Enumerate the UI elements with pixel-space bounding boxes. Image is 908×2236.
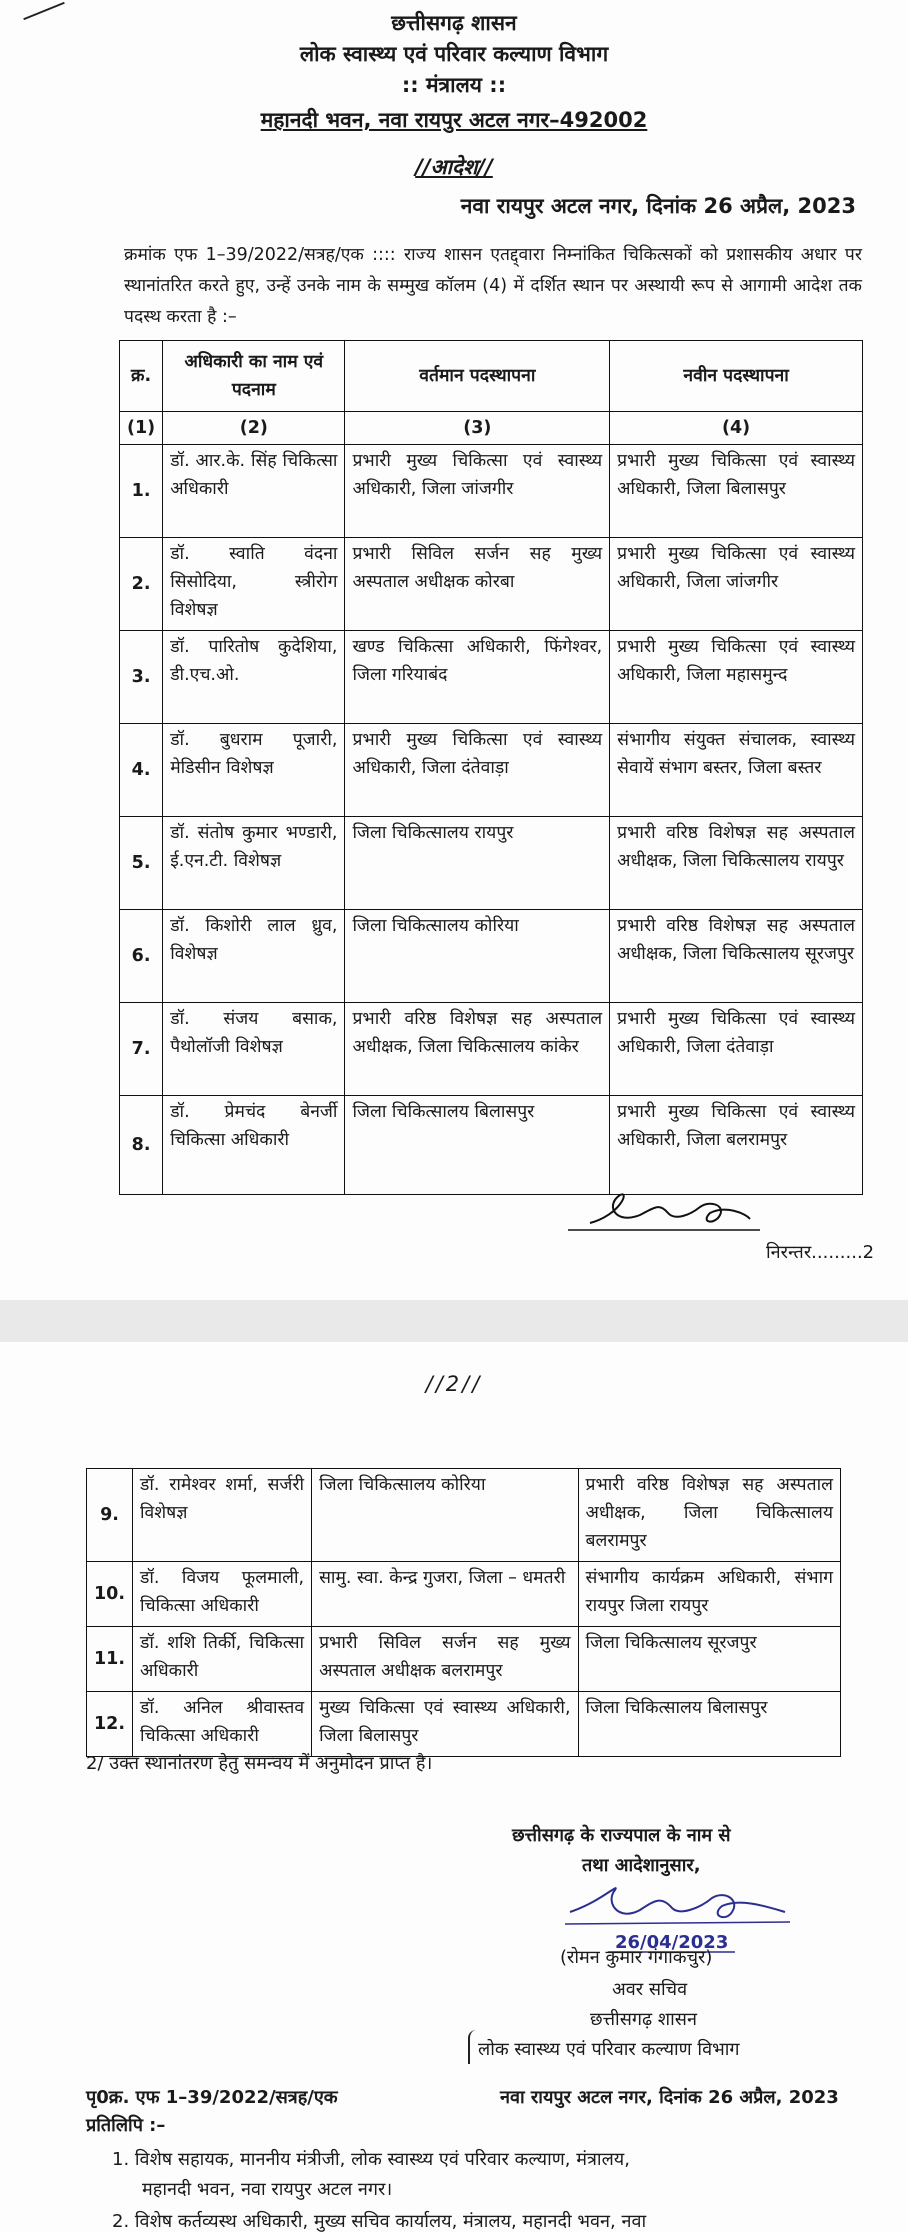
cell-new-posting: प्रभारी वरिष्ठ विशेषज्ञ सह अस्पताल अधीक्षक, जिला चिकित्सालय बलरामपुर <box>578 1469 840 1562</box>
cell-officer-name: डॉ. अनिल श्रीवास्तव चिकित्सा अधिकारी <box>133 1692 312 1757</box>
page-2 <box>0 1342 908 2232</box>
signatory-line-2: तथा आदेशानुसार, <box>582 1855 701 1876</box>
cell-officer-name: डॉ. स्वाति वंदना सिसोदिया, स्त्रीरोग विशेषज्ञ <box>163 538 345 631</box>
cell-new-posting: प्रभारी मुख्य चिकित्सा एवं स्वास्थ्य अधिकारी, जिला महासमुन्द <box>610 631 863 724</box>
cell-current-posting: प्रभारी सिविल सर्जन सह मुख्य अस्पताल अधीक्षक कोरबा <box>345 538 610 631</box>
signatory-department: लोक स्वास्थ्य एवं परिवार कल्याण विभाग <box>478 2039 740 2060</box>
cell-serial: 7. <box>120 1003 163 1096</box>
column-number-row <box>120 412 863 445</box>
copy-to-label: प्रतिलिपि :– <box>86 2115 166 2136</box>
cell-current-posting: खण्ड चिकित्सा अधिकारी, फिंगेश्वर, जिला गरियाबंद <box>345 631 610 724</box>
cell-officer-name: डॉ. विजय फूलमाली, चिकित्सा अधिकारी <box>133 1562 312 1627</box>
signatory-line-1: छत्तीसगढ़ के राज्यपाल के नाम से <box>512 1825 731 1846</box>
cell-serial: 1. <box>120 445 163 538</box>
cell-serial: 9. <box>87 1469 133 1562</box>
cell-new-posting: जिला चिकित्सालय सूरजपुर <box>578 1627 840 1692</box>
col-number: (3) <box>345 412 610 445</box>
pen-mark <box>468 2030 478 2064</box>
cell-new-posting: संभागीय संयुक्त संचालक, स्वास्थ्य सेवायें संभाग बस्तर, जिला बस्तर <box>610 724 863 817</box>
cell-officer-name: डॉ. आर.के. सिंह चिकित्सा अधिकारी <box>163 445 345 538</box>
cell-serial: 4. <box>120 724 163 817</box>
transfer-table-page2 <box>86 1468 841 1757</box>
header-address: महानदी भवन, नवा रायपुर अटल नगर–492002 <box>260 108 648 132</box>
table-row <box>120 538 863 631</box>
header-ministry: :: मंत्रालय :: <box>401 73 507 97</box>
header-department: लोक स्वास्थ्य एवं परिवार कल्याण विभाग <box>299 42 609 66</box>
signatory-designation: अवर सचिव <box>612 1979 688 2000</box>
cell-officer-name: डॉ. संतोष कुमार भण्डारी, ई.एन.टी. विशेषज्ञ <box>163 817 345 910</box>
page-number-marker: //2// <box>425 1372 483 1396</box>
col-header-new-posting: नवीन पदस्थापना <box>610 341 863 412</box>
table-row <box>120 724 863 817</box>
table-header-row <box>120 341 863 412</box>
cell-officer-name: डॉ. संजय बसाक, पैथोलॉजी विशेषज्ञ <box>163 1003 345 1096</box>
cell-current-posting: मुख्य चिकित्सा एवं स्वास्थ्य अधिकारी, जिला बिलासपुर <box>312 1692 578 1757</box>
header-government: छत्तीसगढ़ शासन <box>391 11 517 35</box>
endorsement-date: नवा रायपुर अटल नगर, दिनांक 26 अप्रैल, 2023 <box>500 2087 839 2108</box>
table-row <box>120 445 863 538</box>
order-title: //आदेश// <box>415 155 493 179</box>
cell-current-posting: प्रभारी सिविल सर्जन सह मुख्य अस्पताल अधीक्षक बलरामपुर <box>312 1627 578 1692</box>
cell-new-posting: प्रभारी वरिष्ठ विशेषज्ञ सह अस्पताल अधीक्षक, जिला चिकित्सालय सूरजपुर <box>610 910 863 1003</box>
cell-current-posting: जिला चिकित्सालय बिलासपुर <box>345 1096 610 1195</box>
cell-new-posting: प्रभारी मुख्य चिकित्सा एवं स्वास्थ्य अधिकारी, जिला जांजगीर <box>610 538 863 631</box>
cell-officer-name: डॉ. किशोरी लाल ध्रुव, विशेषज्ञ <box>163 910 345 1003</box>
cell-new-posting: प्रभारी मुख्य चिकित्सा एवं स्वास्थ्य अधिकारी, जिला बलरामपुर <box>610 1096 863 1195</box>
signatory-government: छत्तीसगढ़ शासन <box>590 2009 697 2030</box>
col-header-serial: क्र. <box>120 341 163 412</box>
col-header-current-posting: वर्तमान पदस्थापना <box>345 341 610 412</box>
cell-serial: 11. <box>87 1627 133 1692</box>
cell-current-posting: प्रभारी वरिष्ठ विशेषज्ञ सह अस्पताल अधीक्षक, जिला चिकित्सालय कांकेर <box>345 1003 610 1096</box>
col-header-name: अधिकारी का नाम एवं पदनाम <box>163 341 345 412</box>
continued-note: निरन्तर.........2 <box>766 1242 875 1263</box>
cell-new-posting: जिला चिकित्सालय बिलासपुर <box>578 1692 840 1757</box>
page-separator <box>0 1300 908 1342</box>
cell-current-posting: जिला चिकित्सालय कोरिया <box>345 910 610 1003</box>
table-row <box>120 1003 863 1096</box>
table-row <box>87 1469 841 1562</box>
cell-serial: 2. <box>120 538 163 631</box>
cell-serial: 5. <box>120 817 163 910</box>
order-intro-paragraph: क्रमांक एफ 1–39/2022/सत्रह/एक :::: राज्य शासन एतद्द्वारा निम्नांकित चिकित्सकों को प्रशासकीय अधार पर स्थानांतरित करते हुए, उन्हें उनके नाम के सम्मुख कॉलम (4) में दर्शित स्थान पर अस्थायी रूप से आगामी आदेश तक पदस्थ करता है :– <box>124 245 862 327</box>
transfer-table-page1 <box>119 340 863 1195</box>
cell-serial: 12. <box>87 1692 133 1757</box>
table-row <box>120 1096 863 1195</box>
signature-image <box>560 1185 780 1240</box>
cell-officer-name: डॉ. प्रेमचंद बेनर्जी चिकित्सा अधिकारी <box>163 1096 345 1195</box>
cell-new-posting: प्रभारी मुख्य चिकित्सा एवं स्वास्थ्य अधिकारी, जिला बिलासपुर <box>610 445 863 538</box>
cell-officer-name: डॉ. रामेश्वर शर्मा, सर्जरी विशेषज्ञ <box>133 1469 312 1562</box>
cell-serial: 6. <box>120 910 163 1003</box>
cell-officer-name: डॉ. बुधराम पूजारी, मेडिसीन विशेषज्ञ <box>163 724 345 817</box>
signature-date: 26/04/2023 <box>615 1932 729 1953</box>
table-row <box>87 1562 841 1627</box>
copy-item-2: 2. विशेष कर्तव्यस्थ अधिकारी, मुख्य सचिव कार्यालय, मंत्रालय, महानदी भवन, नवा <box>112 2211 647 2232</box>
cell-new-posting: प्रभारी मुख्य चिकित्सा एवं स्वास्थ्य अधिकारी, जिला दंतेवाड़ा <box>610 1003 863 1096</box>
table-row <box>87 1627 841 1692</box>
cell-new-posting: प्रभारी वरिष्ठ विशेषज्ञ सह अस्पताल अधीक्षक, जिला चिकित्सालय रायपुर <box>610 817 863 910</box>
copy-item-1: 1. विशेष सहायक, माननीय मंत्रीजी, लोक स्वास्थ्य एवं परिवार कल्याण, मंत्रालय, <box>112 2149 630 2170</box>
cell-officer-name: डॉ. पारितोष कुदेशिया, डी.एच.ओ. <box>163 631 345 724</box>
signatory-name: (रोमन कुमार गंगाकचुर) <box>560 1947 713 1968</box>
table-row <box>120 631 863 724</box>
endorsement-ref: पृ0क्र. एफ 1–39/2022/सत्रह/एक <box>86 2087 338 2108</box>
point-2-approval: 2/ उक्त स्थानांतरण हेतु समन्वय में अनुमोदन प्राप्त है। <box>86 1753 433 1774</box>
col-number: (2) <box>163 412 345 445</box>
table-row <box>120 910 863 1003</box>
cell-current-posting: प्रभारी मुख्य चिकित्सा एवं स्वास्थ्य अधिकारी, जिला जांजगीर <box>345 445 610 538</box>
copy-item-1-cont: महानदी भवन, नवा रायपुर अटल नगर। <box>142 2179 393 2200</box>
cell-officer-name: डॉ. शशि तिर्की, चिकित्सा अधिकारी <box>133 1627 312 1692</box>
table-row <box>87 1692 841 1757</box>
col-number: (4) <box>610 412 863 445</box>
cell-new-posting: संभागीय कार्यक्रम अधिकारी, संभाग रायपुर जिला रायपुर <box>578 1562 840 1627</box>
order-place-date: नवा रायपुर अटल नगर, दिनांक 26 अप्रैल, 2023 <box>460 194 856 218</box>
col-number: (1) <box>120 412 163 445</box>
cell-current-posting: जिला चिकित्सालय रायपुर <box>345 817 610 910</box>
cell-current-posting: जिला चिकित्सालय कोरिया <box>312 1469 578 1562</box>
table-row <box>120 817 863 910</box>
cell-current-posting: सामु. स्वा. केन्द्र गुजरा, जिला – धमतरी <box>312 1562 578 1627</box>
cell-serial: 10. <box>87 1562 133 1627</box>
cell-current-posting: प्रभारी मुख्य चिकित्सा एवं स्वास्थ्य अधिकारी, जिला दंतेवाड़ा <box>345 724 610 817</box>
cell-serial: 3. <box>120 631 163 724</box>
cell-serial: 8. <box>120 1096 163 1195</box>
